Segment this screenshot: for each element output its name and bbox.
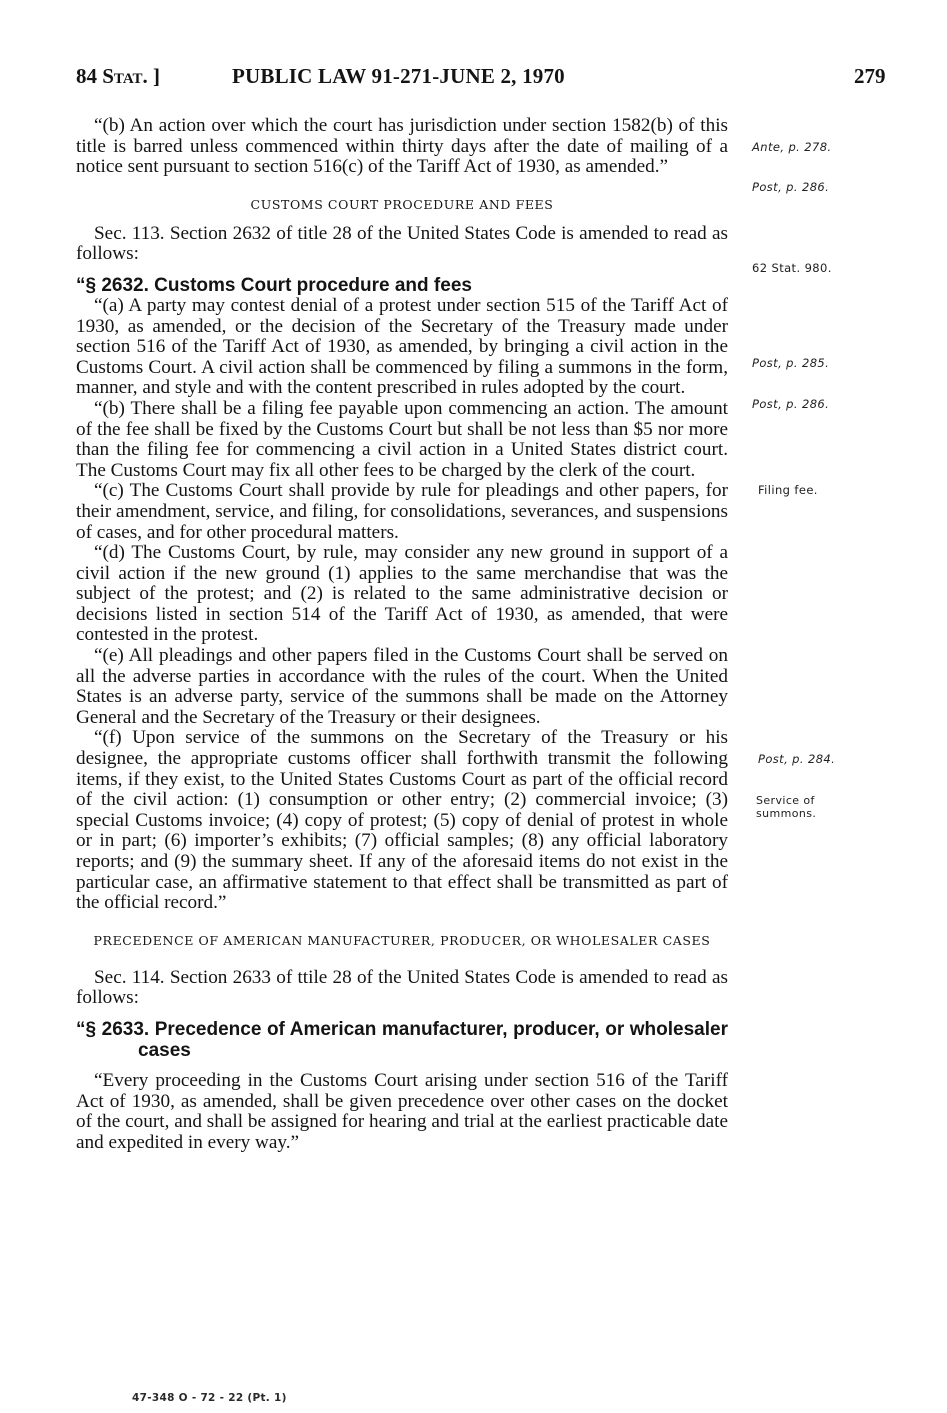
paragraph-d: “(d) The Customs Court, by rule, may consider any new ground in support of a civil action if the new ground (1) applies to the same merchandise that was the subject of the protest; and (2) is related to the same administrative decision or decisions listed in section 514 of the Tariff Act of 1930, as amended, that were contested in the protest.	[76, 542, 728, 646]
margin-note-service-of-summons: Service of summons.	[756, 794, 817, 820]
paragraph-b: “(b) There shall be a filing fee payable upon commencing an action. The amount of the fee shall be fixed by the Customs Court but shall be not less than $5 nor more than the filing fee for commencing a civil action in a United States district court. The Customs Court may fix all other fees to be charged by the clerk of the court.	[76, 397, 728, 481]
paragraph-f: “(f) Upon service of the summons on the Secretary of the Treasury or his designee, the appropriate customs officer shall forthwith transmit the following items, if they exist, to the United States Customs Court as part of the official record of the civil action: (1) consumption or other entry; (2) commercial invoice; (3) special Customs invoice; (4) copy of protest; (5) copy of denial of protest in whole or in part; (6) importer’s exhibits; (7) official samples; (8) any official laboratory reports; and (9) the summary sheet. If any of the aforesaid items do not exist in the particular case, an affirmative statement to that effect shall be transmitted as part of the official record.”	[76, 727, 728, 914]
running-header	[76, 64, 886, 94]
paragraph-c: “(c) The Customs Court shall provide by rule for pleadings and other papers, for their amendment, service, and filing, for consolidations, severances, and suspensions of cases, and for other procedural matters.	[76, 480, 728, 543]
volume-reference: 84 Stat. ]	[76, 64, 161, 88]
page-number: 279	[854, 64, 886, 88]
section-2632-title: “§ 2632. Customs Court procedure and fees	[76, 274, 472, 296]
section-caption-precedence: PRECEDENCE OF AMERICAN MANUFACTURER, PRODUCER, OR WHOLESALER CASES	[93, 932, 711, 948]
margin-note-post-286: Post, p. 286.	[752, 180, 830, 194]
section-caption-customs-procedure: CUSTOMS COURT PROCEDURE AND FEES	[250, 196, 554, 212]
law-title: PUBLIC LAW 91-271-JUNE 2, 1970	[232, 64, 565, 88]
section-2633-title: “§ 2633. Precedence of American manufacturer, producer, or wholesaler cases	[76, 1018, 728, 1061]
margin-note-post-285: Post, p. 285.	[752, 356, 830, 370]
print-code: 47-348 O - 72 - 22 (Pt. 1)	[132, 1392, 287, 1404]
margin-note-ante-278: Ante, p. 278.	[752, 140, 832, 154]
margin-note-post-286-b: Post, p. 286.	[752, 397, 830, 411]
margin-note-filing-fee: Filing fee.	[758, 483, 818, 497]
margin-note-62-stat-980: 62 Stat. 980.	[752, 261, 832, 275]
paragraph-b-previous: “(b) An action over which the court has jurisdiction under section 1582(b) of this title is barred unless commenced within thirty days after the date of mailing of a notice sent pursuant to section 516(c) of the Tariff Act of 1930, as amended.”	[76, 115, 728, 178]
section-114-intro: Sec. 114. Section 2633 of ttile 28 of the United States Code is amended to read as follows:	[76, 966, 728, 1009]
margin-note-post-284: Post, p. 284.	[758, 752, 836, 766]
section-113-intro: Sec. 113. Section 2632 of title 28 of the United States Code is amended to read as follows:	[76, 222, 728, 265]
paragraph-2633: “Every proceeding in the Customs Court arising under section 516 of the Tariff Act of 1930, as amended, shall be given precedence over other cases on the docket of the court, and shall be assigned for hearing and trial at the earliest practicable date and expedited in every way.”	[76, 1069, 728, 1153]
main-text	[76, 116, 728, 1153]
paragraph-e: “(e) All pleadings and other papers filed in the Customs Court shall be served on all the adverse parties in accordance with the rules of the court. When the United States is an adverse party, service of the summons shall be made on the Attorney General and the Secretary of the Treasury or their designees.	[76, 645, 728, 728]
paragraph-a: “(a) A party may contest denial of a protest under section 515 of the Tariff Act of 1930, as amended, or the decision of the Secretary of the Treasury made under section 516 of the Tariff Act of 1930, as amended, by bringing a civil action in the Customs Court. A civil action shall be commenced by filing a summons in the form, manner, and style and with the content prescribed in rules adopted by the court.	[76, 294, 728, 399]
